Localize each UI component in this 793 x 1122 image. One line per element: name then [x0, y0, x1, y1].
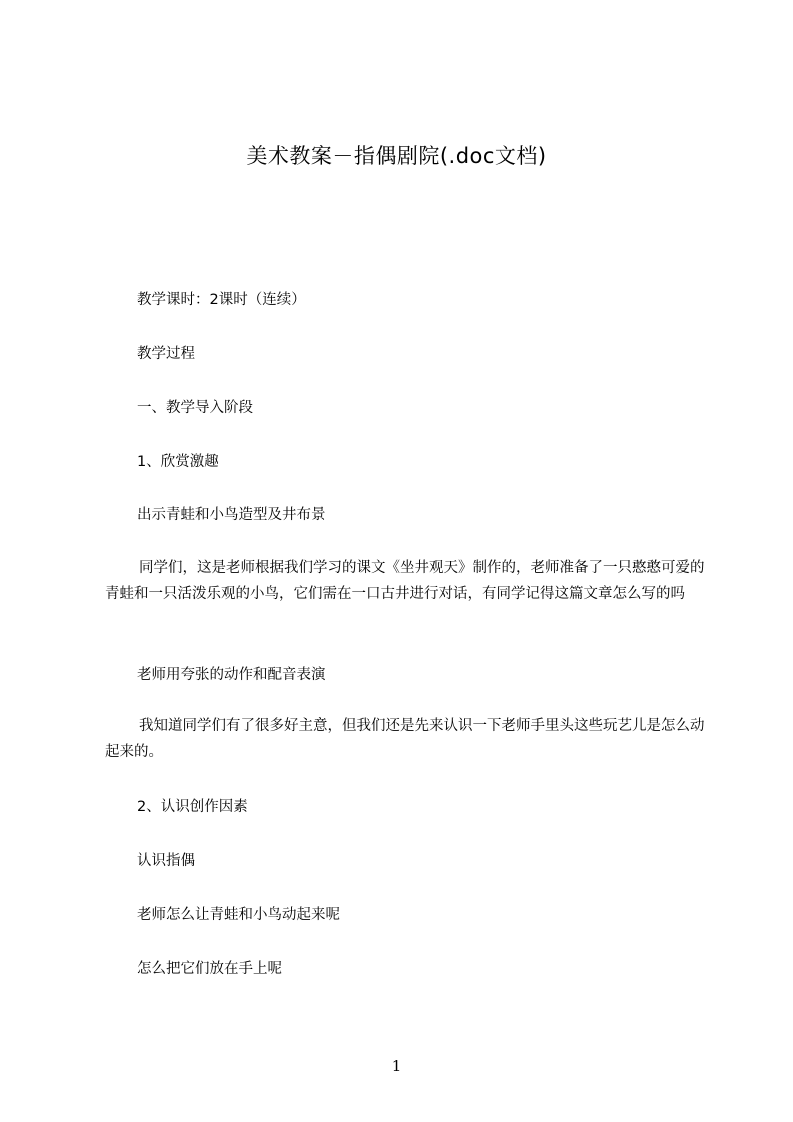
teacher-perform-line: 老师用夸张的动作和配音表演 — [137, 667, 326, 683]
item-two-heading: 2、认识创作因素 — [137, 799, 248, 815]
ideas-paragraph-text: 我知道同学们有了很多好主意，但我们还是先来认识一下老师手里头这些玩艺儿是怎么动起来的。 — [105, 718, 705, 760]
question-move-line: 老师怎么让青蛙和小鸟动起来呢 — [137, 907, 340, 923]
process-heading: 教学过程 — [137, 346, 195, 362]
ideas-paragraph — [105, 713, 705, 765]
document-title: 美术教案－指偶剧院(.doc文档) — [246, 144, 547, 168]
stage-one-heading: 一、教学导入阶段 — [137, 400, 253, 416]
students-paragraph — [105, 555, 705, 607]
item-one-heading: 1、欣赏激趣 — [137, 454, 219, 470]
know-puppets-line: 认识指偶 — [137, 853, 195, 869]
show-props-line: 出示青蛙和小鸟造型及井布景 — [137, 507, 326, 523]
question-hand-line: 怎么把它们放在手上呢 — [137, 961, 282, 977]
page-number: 1 — [391, 1057, 402, 1075]
students-paragraph-text: 同学们，这是老师根据我们学习的课文《坐井观天》制作的，老师准备了一只憨憨可爱的青蛙和一只活泼乐观的小鸟，它们需在一口古井进行对话，有同学记得这篇文章怎么写的吗 — [105, 560, 705, 602]
lesson-time-line: 教学课时：2课时（连续） — [137, 292, 306, 308]
